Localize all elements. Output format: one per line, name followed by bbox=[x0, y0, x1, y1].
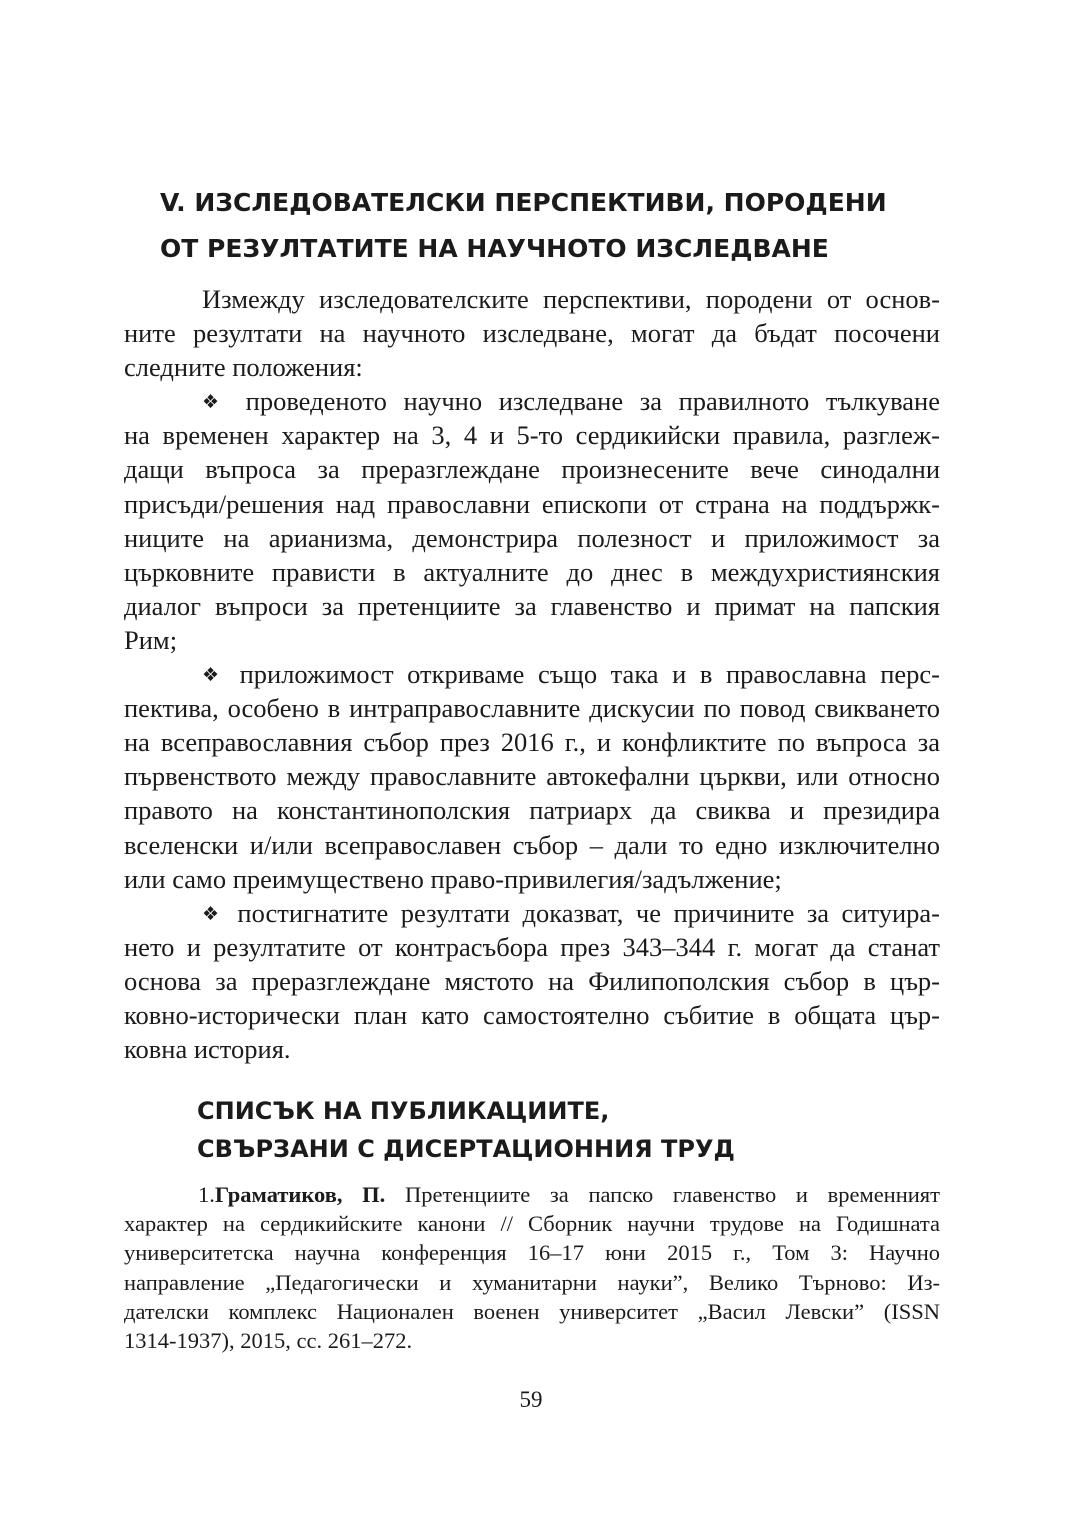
text-line: основа за преразглеждане мястото на Филипополския събор в цър- bbox=[124, 965, 940, 996]
text-line: вселенски и/или всеправославен събор – дали то едно изключително bbox=[124, 829, 940, 860]
text-line: църковните прависти в актуалните до днес в междухристиянския bbox=[124, 556, 940, 587]
text-line: ковно-исторически план като самостоятелно събитие в общата цър- bbox=[124, 999, 940, 1030]
publication-list bbox=[124, 1180, 940, 1355]
bullet-paragraph-3 bbox=[124, 896, 940, 1066]
text-line: Измежду изследователските перспективи, породени от основ- bbox=[202, 284, 940, 314]
section-body bbox=[124, 282, 940, 1066]
text-line: ковна история. bbox=[124, 1034, 291, 1065]
section-heading bbox=[160, 180, 960, 272]
bullet-paragraph-2 bbox=[124, 657, 940, 896]
text-line: или само преимуществено право-привилегия/задължение; bbox=[124, 863, 782, 894]
text-line: правото на константинополския патриарх да свиква и президира bbox=[124, 795, 940, 826]
text-line: първенството между православните автокефални църкви, или относно bbox=[124, 761, 940, 792]
text-line: нето и резултатите от контрасъбора през 343–344 г. могат да станат bbox=[124, 931, 940, 962]
text-line: 1314-1937), 2015, сс. 261–272. bbox=[124, 1327, 413, 1353]
text-line: характер на сердикийските канони // Сборник научни трудове на Годишната bbox=[124, 1211, 940, 1237]
text-line: Рим; bbox=[124, 624, 178, 655]
publications-heading bbox=[197, 1092, 997, 1168]
section-heading-line-2: ОТ РЕЗУЛТАТИТЕ НА НАУЧНОТО ИЗСЛЕДВАНЕ bbox=[160, 234, 829, 263]
publications-heading-line-1: СПИСЪК НА ПУБЛИКАЦИИТЕ, bbox=[197, 1097, 610, 1125]
diamond-star-icon: ❖ bbox=[202, 391, 230, 414]
text-line: пектива, особено в интраправославните дискусии по повод свикването bbox=[124, 693, 940, 724]
publication-item bbox=[124, 1180, 940, 1355]
text-line: ниците на арианизма, демонстрира полезност и приложимост за bbox=[124, 522, 940, 553]
bullet-paragraph-1 bbox=[124, 384, 940, 657]
text-line: университетска научна конференция 16–17 юни 2015 г., Том 3: Научно bbox=[124, 1240, 940, 1266]
text-line: на всеправославния събор през 2016 г., и конфликтите по въпроса за bbox=[124, 727, 940, 758]
text-line: ните резултати на научното изследване, могат да бъдат посочени bbox=[124, 318, 940, 349]
publications-heading-line-2: СВЪРЗАНИ С ДИСЕРТАЦИОННИЯ ТРУД bbox=[197, 1135, 735, 1163]
text-line: присъди/решения над православни епископи от страна на поддържк- bbox=[124, 488, 940, 519]
diamond-star-icon: ❖ bbox=[202, 664, 226, 687]
text-line: направление „Педагогически и хуманитарни науки”, Велико Търново: Из- bbox=[124, 1269, 940, 1295]
text-line: ❖ постигнатите резултати доказват, че причините за ситуира- bbox=[202, 897, 940, 928]
text-line: диалог въпроси за претенциите за главенство и примат на папския bbox=[124, 590, 940, 621]
text-line: ❖ приложимост откриваме също така и в православна перс- bbox=[202, 659, 940, 690]
text-line: ❖ проведеното научно изследване за правилното тълкуване bbox=[202, 386, 940, 417]
text-line: дащи въпроса за преразглеждане произнесените вече синодални bbox=[124, 454, 940, 485]
diamond-star-icon: ❖ bbox=[202, 902, 225, 925]
publication-author: Граматиков, П. bbox=[214, 1182, 386, 1207]
publication-number: 1. bbox=[198, 1182, 215, 1207]
page-number: 59 bbox=[519, 1387, 543, 1412]
text-line: 1.Граматиков, П. Претенциите за папско главенство и временният bbox=[198, 1182, 940, 1207]
text-line: дателски комплекс Национален военен университет „Васил Левски” (ISSN bbox=[124, 1298, 940, 1324]
section-heading-line-1: V. ИЗСЛЕДОВАТЕЛСКИ ПЕРСПЕКТИВИ, ПОРОДЕНИ bbox=[160, 188, 887, 217]
intro-paragraph bbox=[124, 282, 940, 384]
text-line: на временен характер на 3, 4 и 5-то сердикийски правила, разглеж- bbox=[124, 420, 940, 451]
text-line: следните положения: bbox=[124, 352, 363, 383]
